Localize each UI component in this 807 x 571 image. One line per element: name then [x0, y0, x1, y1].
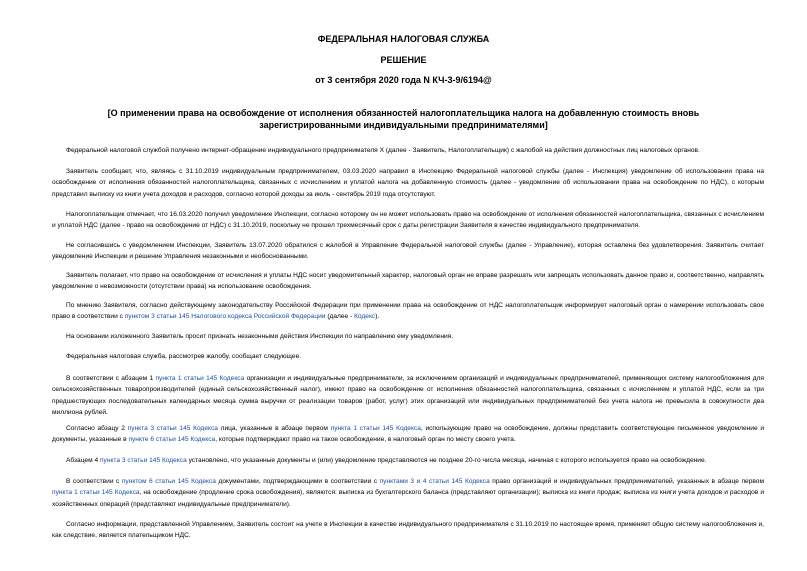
text: ). — [375, 313, 380, 321]
text: (далее - — [325, 313, 355, 321]
code-link[interactable]: пункта 1 статьи 145 Кодекса — [330, 425, 421, 432]
paragraph: Согласно информации, представленной Управлением, Заявитель состоит на учете в Инспекции в качестве индивидуального предпринимателя с 31.10.2019 по настоящее время, применяет общую систему налогообложения и, как следствие, является плательщиком НДС. — [52, 521, 764, 540]
code-link[interactable]: пункта 3 статьи 145 Кодекса — [99, 457, 187, 464]
text: В соответствии с абзацем 1 — [66, 375, 156, 382]
code-link[interactable]: пункта 1 статьи 145 Кодекса — [155, 375, 245, 382]
text: лица, указанные в абзаце первом — [217, 425, 331, 432]
document-subject: [О применении права на освобождение от исполнения обязанностей налогоплательщика налога на добавленную стоимость вновь зарегистрированными индивидуальными предпринимателями] — [107, 108, 700, 130]
code-link[interactable]: Кодекс — [354, 313, 376, 321]
text: Абзацем 4 — [66, 457, 100, 464]
text: По мнению Заявителя, согласно действующему законодательству Российской Федерации при применении права на освобождение от НДС налогоплательщик информирует налоговый орган о намерении использовать свое право в соответствии с — [52, 302, 764, 321]
text: право организаций и индивидуальных предпринимателей, указанных в абзаце первом — [489, 478, 764, 485]
paragraph: Федеральная налоговая служба, рассмотрев жалобу, сообщает следующее. — [66, 353, 302, 360]
paragraph: Заявитель сообщает, что, являясь с 31.10.2019 индивидуальным предпринимателем, 03.03.2020 направил в Инспекцию Федеральной налоговой службы (далее - Инспекция) уведомление об использовании права на освобождение от исполнения обязанностей налогоплательщика, связанных с исчислением и уплатой налога на добавленную стоимость (далее - уведомление об использовании права на освобождение по НДС), с которым представил выписку из книги учета доходов и расходов, согласно которой доходы за июль - сентябрь 2019 года отсутствуют. — [52, 168, 764, 198]
paragraph: Заявитель полагает, что право на освобождение от исчисления и уплаты НДС носит уведомительный характер, налоговый орган не вправе разрешать или запрещать использовать данное право и, соответственно, направлять уведомление о невозможности (отсутствии права) на использование освобождения. — [52, 272, 764, 291]
paragraph — [52, 373, 764, 419]
doc-type-heading: РЕШЕНИЕ — [380, 55, 427, 65]
paragraph: Федеральной налоговой службой получено интернет-обращение индивидуального предпринимателя X (далее - Заявитель, Налогоплательщик) с жалобой на действия должностных лиц налоговых органов. — [66, 147, 700, 154]
code-link[interactable]: пунктом 3 статьи 145 Налогового кодекса Российской Федерации — [124, 313, 326, 321]
text: , на освобождение (продление срока освобождения), являются: выписка из бухгалтерского баланса (представляют организации); выписка из книги продаж; выписка из книги учета доходов и расходов и хозяйственных операций (представляют индивидуальные предприниматели). — [52, 489, 765, 508]
text: документами, подтверждающими в соответствии с — [215, 478, 380, 485]
paragraph: Не согласившись с уведомлением Инспекции, Заявитель 13.07.2020 обратился с жалобой в Управление Федеральной налоговой службы (далее - Управление), которая оставлена без удовлетворения. Заявитель считает уведомление Инспекции и решение Управления незаконными и необоснованными. — [52, 242, 764, 261]
doc-number: от 3 сентября 2020 года N КЧ-3-9/6194@ — [315, 75, 492, 85]
code-link[interactable]: пункте 6 статьи 145 Кодекса — [128, 436, 216, 444]
code-link[interactable]: пунктом 6 статьи 145 Кодекса — [121, 478, 216, 485]
text: , которые подтверждают право на такое освобождение, в налоговый орган по месту своего учета. — [215, 436, 516, 444]
paragraph: На основании изложенного Заявитель просит признать незаконными действия Инспекции по направлению ему уведомления. — [66, 333, 454, 340]
agency-title: ФЕДЕРАЛЬНАЯ НАЛОГОВАЯ СЛУЖБА — [317, 34, 490, 44]
paragraph — [52, 476, 764, 510]
code-link[interactable]: пункта 1 статьи 145 Кодекса — [52, 489, 140, 497]
code-link[interactable]: пункта 3 статьи 145 Кодекса — [127, 425, 218, 432]
paragraph — [52, 300, 764, 323]
text: , использующие право на освобождение, должны представить соответствующее письменное уведомление и документы, указанные в — [52, 425, 765, 444]
text: В соответствии с — [66, 478, 122, 485]
text: установлено, что указанные документы и (или) уведомление представляются не позднее 20-го числа месяца, начиная с которого используется право на освобождение. — [186, 457, 707, 464]
text: организации и индивидуальные предприниматели, за исключением организаций и индивидуальных предпринимателей, применяющих систему налогообложения для сельскохозяйственных товаропроизводителей (единый сельскохозяйственный налог), имеют право на освобождение от исполнения обязанностей налогоплательщика, связанных с исчислением и уплатой НДС, если за три предшествующих последовательных календарных месяца сумма выручки от реализации товаров (работ, услуг) этих организаций или индивидуальных предпринимателей без учета налога не превысила в совокупности два миллиона рублей. — [52, 375, 764, 417]
paragraph — [52, 455, 764, 466]
paragraph: Налогоплательщик отмечает, что 16.03.2020 получил уведомление Инспекции, согласно которому он не может использовать право на освобождение от исполнения обязанностей налогоплательщика, связанных с исчислением и уплатой НДС (далее - право на освобождение от НДС) с 31.10.2019, поскольку не прошел трехмесячный срок с даты регистрации Заявителя в качестве индивидуального предпринимателя. — [52, 211, 764, 230]
paragraph — [52, 423, 764, 446]
code-link[interactable]: пунктами 3 и 4 статьи 145 Кодекса — [379, 478, 490, 485]
text: Согласно абзацу 2 — [66, 425, 128, 432]
